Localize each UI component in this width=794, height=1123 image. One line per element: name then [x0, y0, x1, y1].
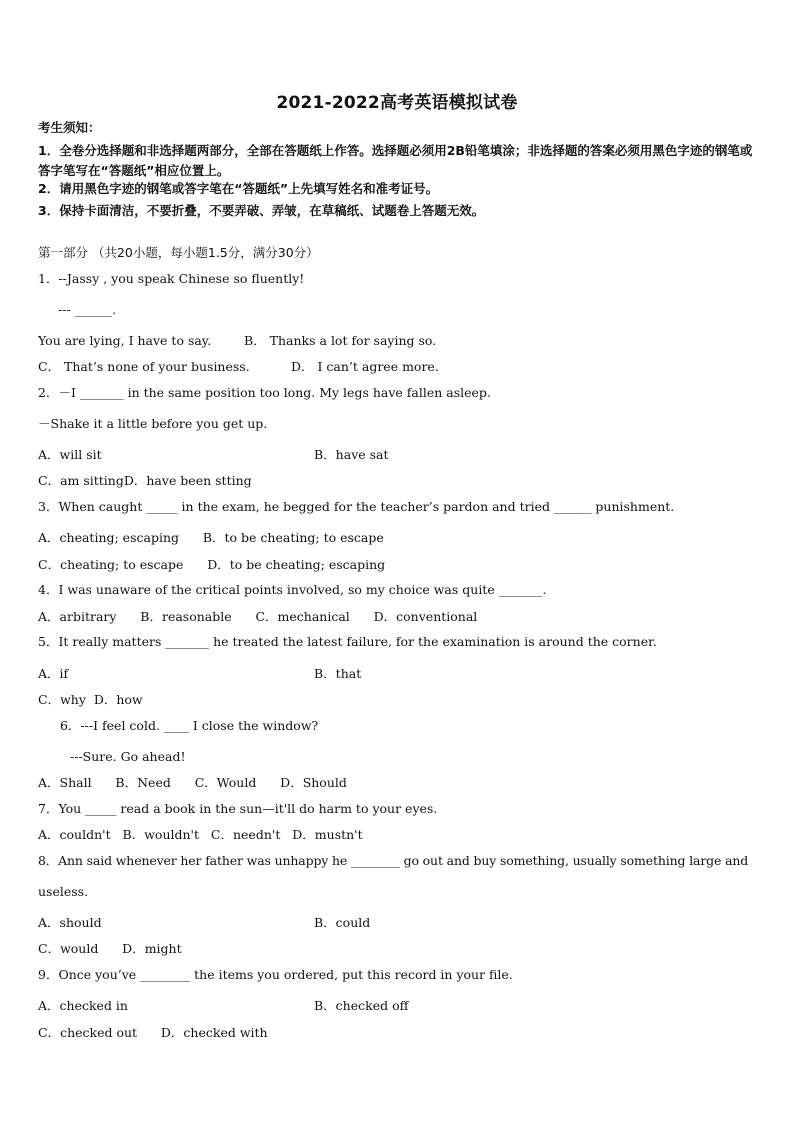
question-1-reply: --- ______.: [58, 302, 117, 317]
question-9-stem: 9．Once you’ve ________ the items you ordered, put this record in your file.: [38, 967, 513, 982]
section-header: 第一部分 （共20小题，每小题1.5分，满分30分）: [38, 245, 319, 260]
page-title: 2021-2022高考英语模拟试卷: [276, 93, 518, 113]
question-3-options-row-2[interactable]: C．cheating; to escape D．to be cheating; escaping: [38, 557, 386, 572]
question-8-options-row-2[interactable]: C．would D．might: [38, 941, 182, 956]
question-5-stem: 5．It really matters _______ he treated the latest failure, for the examination is around the corner.: [38, 634, 657, 649]
option-8-b[interactable]: B．could: [314, 915, 371, 930]
question-8-options-row-1: [38, 915, 764, 931]
question-2-options-row-1: [38, 447, 764, 463]
question-2-options-row-2[interactable]: C．am sittingD．have been stting: [38, 473, 252, 488]
option-1-b[interactable]: B． Thanks a lot for saying so.: [244, 333, 437, 348]
question-4-options[interactable]: A．arbitrary B．reasonable C．mechanical D．conventional: [38, 609, 478, 624]
question-1-stem: 1．--Jassy , you speak Chinese so fluently!: [38, 271, 305, 286]
question-3-stem: 3．When caught _____ in the exam, he begged for the teacher’s pardon and tried ______ punishment.: [38, 499, 675, 514]
question-2-stem: 2．－I _______ in the same position too long. My legs have fallen asleep.: [38, 385, 491, 400]
question-5-options-row-2[interactable]: C．why D．how: [38, 692, 143, 707]
option-1-c[interactable]: C． That’s none of your business.: [38, 359, 250, 374]
option-5-a[interactable]: A．if: [38, 666, 69, 681]
question-2-reply: －Shake it a little before you get up.: [38, 416, 268, 431]
question-6-stem: 6．---I feel cold. ____ I close the window?: [60, 718, 319, 733]
option-9-b[interactable]: B．checked off: [314, 998, 409, 1013]
option-5-b[interactable]: B．that: [314, 666, 362, 681]
question-7-options[interactable]: A．couldn't B．wouldn't C．needn't D．mustn't: [38, 827, 363, 842]
notice-line-1: 1．全卷分选择题和非选择题两部分，全部在答题纸上作答。选择题必须用2B铅笔填涂；非选择题的答案必须用黑色字迹的钢笔或答字笔写在“答题纸”相应位置上。: [38, 143, 753, 178]
question-4-stem: 4．I was unaware of the critical points involved, so my choice was quite _______.: [38, 582, 547, 597]
option-9-a[interactable]: A．checked in: [38, 998, 128, 1013]
option-2-a[interactable]: A．will sit: [38, 447, 102, 462]
question-6-reply: ---Sure. Go ahead!: [70, 749, 186, 764]
question-8-stem-continued: useless.: [38, 884, 89, 899]
question-5-options-row-1: [38, 666, 764, 682]
question-7-stem: 7．You _____ read a book in the sun—it'll do harm to your eyes.: [38, 801, 438, 816]
question-9-options-row-1: [38, 998, 764, 1014]
question-3-options-row-1[interactable]: A．cheating; escaping B．to be cheating; to escape: [38, 530, 384, 545]
option-8-a[interactable]: A．should: [38, 915, 102, 930]
question-8-stem: 8．Ann said whenever her father was unhappy he ________ go out and buy something, usually something large and: [38, 853, 749, 868]
question-1-options-row-2: [38, 359, 764, 375]
option-1-a[interactable]: You are lying, I have to say.: [38, 333, 212, 348]
option-1-d[interactable]: D． I can’t agree more.: [291, 359, 439, 374]
option-2-b[interactable]: B．have sat: [314, 447, 389, 462]
notice-line-3: 3．保持卡面清洁，不要折叠，不要弄破、弄皱，在草稿纸、试题卷上答题无效。: [38, 203, 485, 218]
notice-line-2: 2．请用黑色字迹的钢笔或答字笔在“答题纸”上先填写姓名和准考证号。: [38, 181, 439, 196]
question-1-options-row-1: [38, 333, 764, 349]
question-6-options[interactable]: A．Shall B．Need C．Would D．Should: [38, 775, 347, 790]
question-9-options-row-2[interactable]: C．checked out D．checked with: [38, 1025, 268, 1040]
notice-heading: 考生须知：: [38, 120, 101, 135]
